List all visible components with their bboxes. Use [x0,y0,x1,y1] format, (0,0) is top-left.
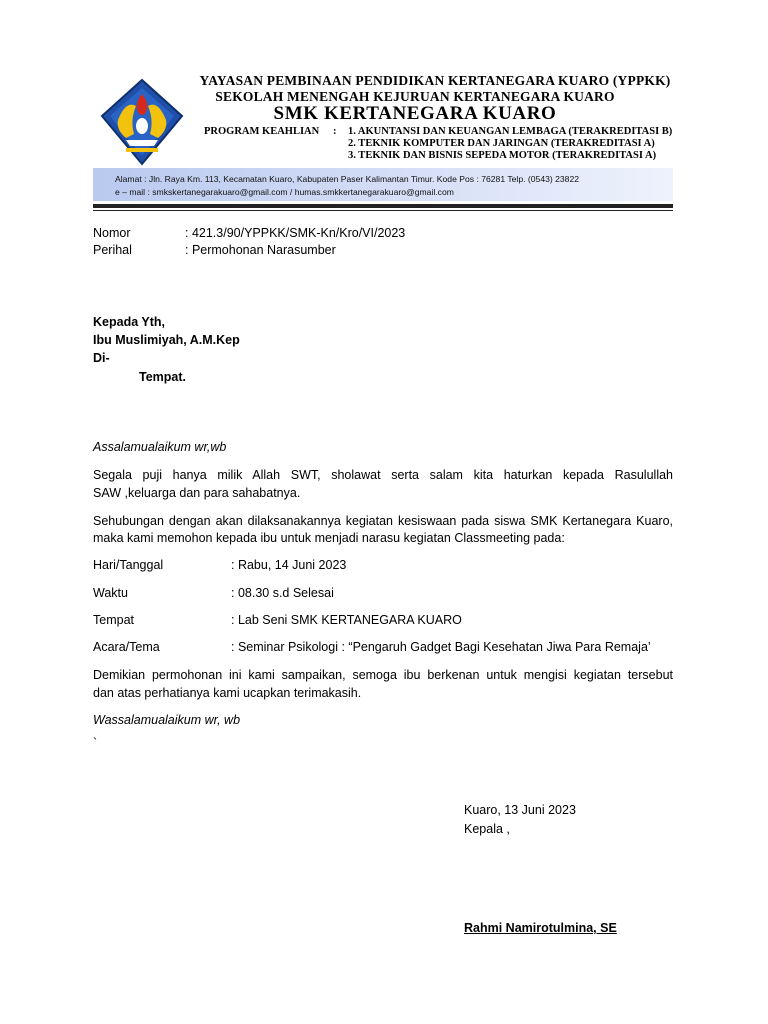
paragraph-line: SAW ,keluarga dan para sahabatnya. [93,486,301,500]
paragraph-line: Segala puji hanya milik Allah SWT, sholawat serta salam kita haturkan kepada Rasulullah [93,468,673,482]
detail-label: Acara/Tema [93,640,160,654]
recipient-name: Ibu Muslimiyah, A.M.Kep [93,333,240,347]
school-logo [96,76,188,168]
paragraph-line: Demikian permohonan ini kami sampaikan, semoga ibu berkenan untuk mengisi kegiatan tersebut [93,668,673,682]
detail-label: Hari/Tanggal [93,558,164,572]
program-item: 3. TEKNIK DAN BISNIS SEPEDA MOTOR (TERAKREDITASI A) [348,150,657,161]
detail-value: : Rabu, 14 Juni 2023 [231,558,347,572]
signatory-position: Kepala , [464,822,510,836]
program-item: 2. TEKNIK KOMPUTER DAN JARINGAN (TERAKREDITASI A) [348,138,655,149]
email-line: e – mail : smkskertanegarakuaro@gmail.com / humas.smkkertanegarakuaro@gmail.com [115,187,454,197]
foundation-name: YAYASAN PEMBINAAN PENDIDIKAN KERTANEGARA KUARO (YPPKK) [199,73,671,88]
nomor-value: : 421.3/90/YPPKK/SMK-Kn/Kro/VI/2023 [185,226,406,240]
closing: Wassalamualaikum wr, wb [93,713,241,727]
stray-mark: ` [93,736,98,750]
detail-value: : 08.30 s.d Selesai [231,586,334,600]
recipient-place: Tempat. [139,370,186,384]
nomor-label: Nomor [93,226,131,240]
program-colon: : [333,126,337,137]
recipient-line: Kepada Yth, [93,315,166,329]
school-full-name: SEKOLAH MENENGAH KEJURUAN KERTANEGARA KUARO [215,89,615,104]
header-rule-thick [93,204,673,208]
school-logo-icon [96,76,188,168]
address-line: Alamat : Jln. Raya Km. 113, Kecamatan Kuaro, Kabupaten Paser Kalimantan Timur. Kode Pos : 76281 Telp. (0543) 23822 [115,174,580,184]
place-date: Kuaro, 13 Juni 2023 [464,803,576,817]
detail-value: : Seminar Psikologi : “Pengaruh Gadget Bagi Kesehatan Jiwa Para Remaja’ [231,640,651,654]
detail-label: Waktu [93,586,128,600]
program-item: 1. AKUNTANSI DAN KEUANGAN LEMBAGA (TERAKREDITASI B) [348,126,673,137]
program-label: PROGRAM KEAHLIAN [204,126,320,137]
detail-value: : Lab Seni SMK KERTANEGARA KUARO [231,613,462,627]
greeting: Assalamualaikum wr,wb [93,440,227,454]
school-name: SMK KERTANEGARA KUARO [273,103,557,124]
paragraph-line: Sehubungan dengan akan dilaksanakannya kegiatan kesiswaan pada siswa SMK Kertanegara Kuaro, [93,514,673,528]
detail-label: Tempat [93,613,134,627]
signatory-name: Rahmi Namirotulmina, SE [464,921,617,935]
perihal-label: Perihal [93,243,132,257]
header-rule-thin [93,210,673,211]
paragraph-line: dan atas perhatianya kami ucapkan terimakasih. [93,686,362,700]
perihal-value: : Permohonan Narasumber [185,243,336,257]
paragraph-line: maka kami memohon kepada ibu untuk menjadi narasu kegiatan Classmeeting pada: [93,531,565,545]
recipient-line: Di- [93,351,110,365]
